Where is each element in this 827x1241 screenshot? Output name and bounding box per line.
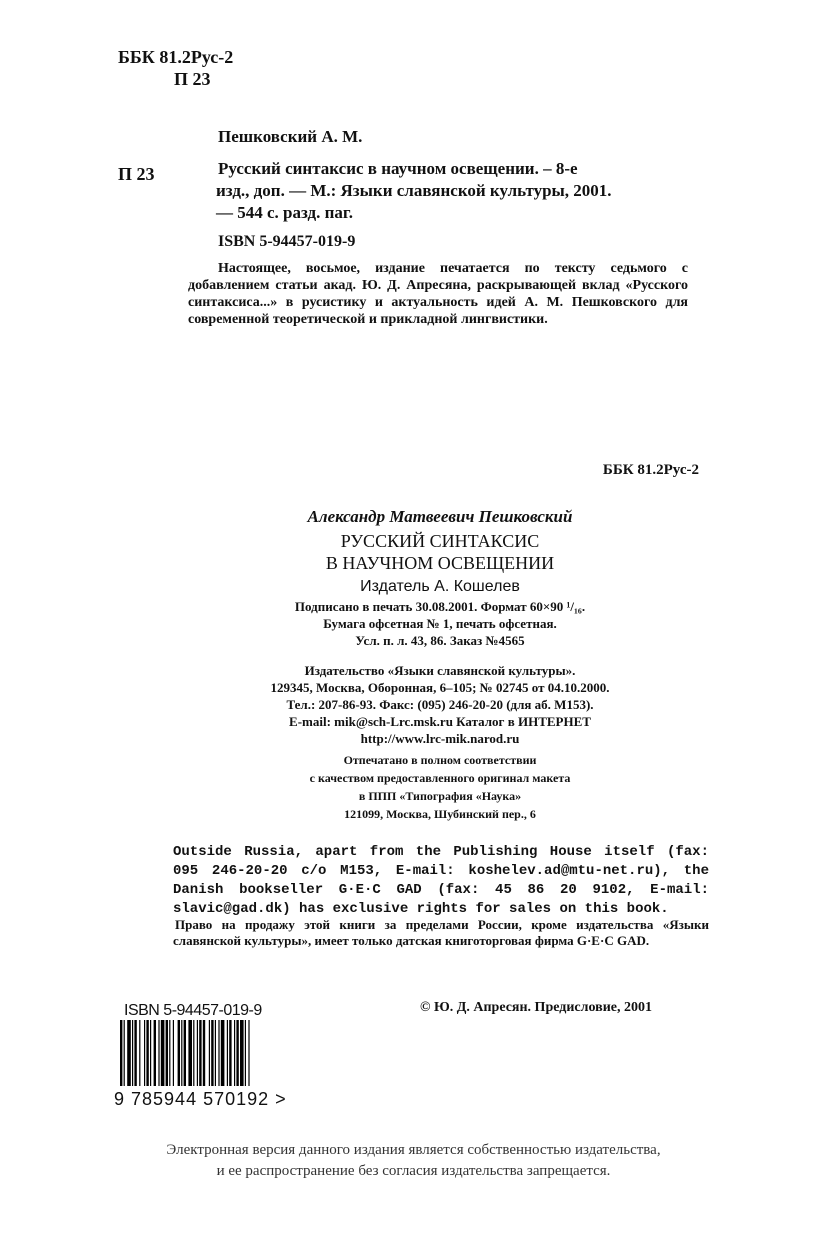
copyright-line: © Ю. Д. Апресян. Предисловие, 2001	[420, 1000, 652, 1015]
title-line-2: В НАУЧНОМ ОСВЕЩЕНИИ	[325, 553, 555, 573]
author-sign-code: П 23	[174, 69, 211, 89]
house-address: 129345, Москва, Оборонная, 6–105; № 02745 от 04.10.2000.	[270, 680, 610, 695]
print-line-2: с качеством предоставленного оригинал макета	[309, 771, 571, 785]
footer-line-2: и ее распространение без согласия издательства запрещается.	[216, 1163, 611, 1179]
description-line-1: Русский синтаксис в научном освещении. – 8-е	[218, 159, 578, 178]
publisher-line: Издатель А. Кошелев	[360, 578, 520, 595]
colophon-author: Александр Матвеевич Пешковский	[307, 507, 573, 526]
order-line: Усл. п. л. 43, 86. Заказ №4565	[355, 633, 525, 648]
signed-line: Подписано в печать 30.08.2001. Формат 60×90 ¹/₁₆.	[294, 599, 586, 614]
electronic-version-notice	[80, 1140, 747, 1182]
print-line-3: в ППП «Типография «Наука»	[358, 789, 522, 803]
house-url: http://www.lrc-mik.narod.ru	[360, 731, 520, 746]
index-code: П 23	[118, 164, 155, 184]
print-specs	[150, 598, 730, 649]
barcode-graphic	[120, 1020, 288, 1090]
bbk-code: ББК 81.2Рус-2	[118, 47, 234, 67]
print-line-1: Отпечатано в полном соответствии	[343, 753, 537, 767]
rights-notice: Право на продажу этой книги за пределами России, кроме издательства «Языки славянской культуры», имеет только датская книготорговая фирма G·E·C GAD.	[173, 917, 709, 948]
description-line-3: — 544 с. разд. паг.	[216, 203, 353, 222]
publishing-house	[150, 662, 730, 747]
house-email: E-mail: mik@sch-Lrc.msk.ru Каталог в ИНТЕРНЕТ	[289, 714, 591, 729]
barcode-digits: 9 785944 570192 >	[114, 1089, 287, 1109]
barcode-isbn-label: ISBN 5-94457-019-9	[124, 1002, 262, 1019]
colophon-title	[150, 530, 730, 574]
description-line-2: изд., доп. — М.: Языки славянской культуры, 2001.	[216, 181, 612, 200]
footer-line-1: Электронная версия данного издания является собственностью издательства,	[166, 1142, 661, 1158]
annotation: Настоящее, восьмое, издание печатается по тексту седьмого с добавлением статьи акад. Ю. Д. Апресяна, раскрывающей вклад «Русского синтаксиса...» в русистику и актуальность идей А. М. Пешковского для современной теоретической и прикладной лингвистики.	[188, 261, 688, 327]
isbn: ISBN 5-94457-019-9	[218, 233, 356, 250]
paper-line: Бумага офсетная № 1, печать офсетная.	[323, 616, 557, 631]
title-line-1: РУССКИЙ СИНТАКСИС	[340, 531, 540, 551]
author-heading: Пешковский А. М.	[218, 127, 363, 146]
bbk-right: ББК 81.2Рус-2	[602, 462, 699, 478]
house-phone: Тел.: 207-86-93. Факс: (095) 246-20-20 (для аб. М153).	[286, 697, 594, 712]
outside-russia-notice: Outside Russia, apart from the Publishing House itself (fax: 095 246-20-20 c/o M153, E-mail: koshelev.ad@mtu-net.ru), the Danish bookseller G·E·C GAD (fax: 45 86 20 9102, E-mail: slavic@gad.dk) has exclusive rights for sales on this book.	[173, 844, 709, 917]
print-line-4: 121099, Москва, Шубинский пер., 6	[344, 807, 536, 821]
bbk-classification	[118, 46, 233, 90]
house-name: Издательство «Языки славянской культуры».	[304, 663, 576, 678]
printing-info	[150, 751, 730, 823]
bibliographic-description	[218, 158, 688, 224]
